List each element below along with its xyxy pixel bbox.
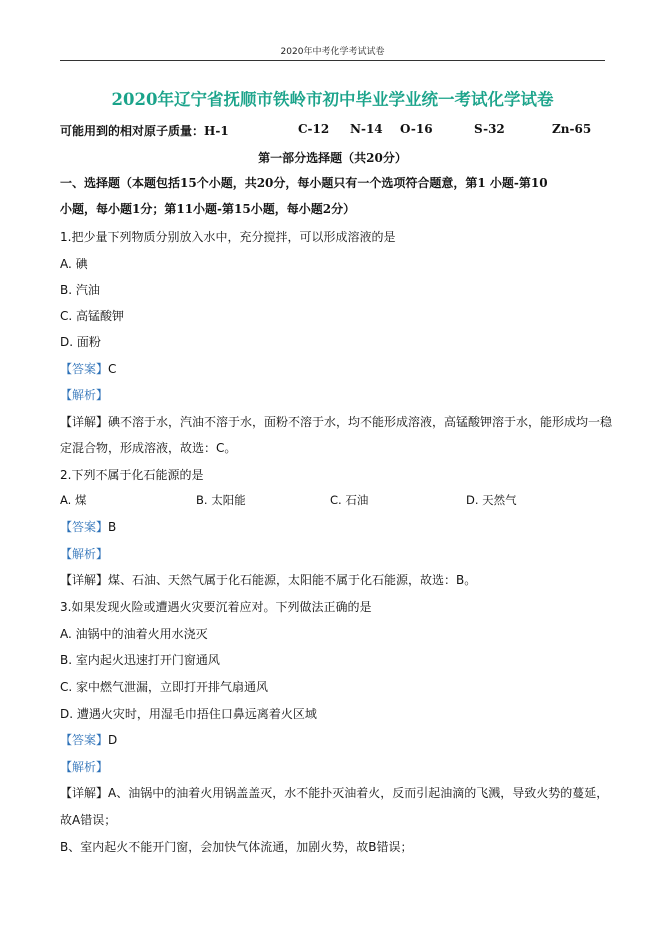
q3-detail-text1: A、油锅中的油着火用锅盖盖灭，水不能扑灭油着火，反而引起油滴的飞溅，导致火势的蔓延，	[108, 786, 609, 800]
q1-option-c: C. 高锰酸钾	[60, 309, 125, 323]
q3-option-a: A. 油锅中的油着火用水浇灭	[60, 627, 208, 641]
atomic-mass-n: N-14	[350, 122, 383, 136]
answer-tag: 【答案】	[60, 520, 109, 534]
section-intro-line1: 一、选择题（本题包括15个小题，共20分，每小题只有一个选项符合题意，第1 小题-第10	[60, 176, 548, 190]
q1-detail-text1: 碘不溶于水，汽油不溶于水，面粉不溶于水，均不能形成溶液，高锰酸钾溶于水，能形成均一稳	[108, 415, 613, 429]
q3-analysis	[60, 758, 108, 775]
q3-option-d: D. 遭遇火灾时，用湿毛巾捂住口鼻远离着火区域	[60, 707, 317, 721]
q3-detail-line2: 故A错误；	[60, 813, 117, 827]
q3-option-b: B. 室内起火迅速打开门窗通风	[60, 653, 220, 667]
q2-analysis	[60, 545, 108, 562]
q1-analysis	[60, 386, 108, 403]
atomic-mass-c: C-12	[298, 122, 330, 136]
header-rule	[60, 60, 605, 61]
q3-stem: 3.如果发现火险或遭遇火灾要沉着应对。下列做法正确的是	[60, 600, 372, 614]
q1-detail-line1	[60, 413, 612, 430]
q3-answer-value: D	[108, 733, 118, 747]
q1-option-d: D. 面粉	[60, 335, 101, 349]
q3-answer	[60, 731, 117, 748]
q3-option-c: C. 家中燃气泄漏，立即打开排气扇通风	[60, 680, 269, 694]
q1-option-b: B. 汽油	[60, 283, 100, 297]
atomic-mass-s: S-32	[474, 122, 505, 136]
analysis-tag: 【解析】	[60, 760, 109, 774]
q1-answer-value: C	[108, 362, 117, 376]
answer-tag: 【答案】	[60, 362, 109, 376]
q2-detail-text1: 煤、石油、天然气属于化石能源，太阳能不属于化石能源，故选：B。	[108, 573, 477, 587]
q2-option-b: B. 太阳能	[196, 493, 246, 507]
analysis-tag: 【解析】	[60, 388, 109, 402]
part-title: 第一部分选择题（共20分）	[258, 151, 407, 165]
analysis-tag: 【解析】	[60, 547, 109, 561]
q1-detail-line2: 定混合物，形成溶液，故选：C。	[60, 441, 237, 455]
q2-option-c: C. 石油	[330, 493, 369, 507]
atomic-mass-o: O-16	[400, 122, 433, 136]
q2-stem: 2.下列不属于化石能源的是	[60, 468, 204, 482]
q2-detail-line1	[60, 571, 476, 588]
q2-answer	[60, 518, 116, 535]
q2-option-a: A. 煤	[60, 493, 87, 507]
atomic-mass-label: 可能用到的相对原子质量：H-1	[60, 124, 229, 138]
exam-title: 2020年辽宁省抚顺市铁岭市初中毕业学业统一考试化学试卷	[111, 90, 554, 109]
q1-stem: 1.把少量下列物质分别放入水中，充分搅拌，可以形成溶液的是	[60, 230, 396, 244]
q1-option-a: A. 碘	[60, 257, 88, 271]
running-header: 2020年中考化学考试试卷	[280, 47, 385, 57]
q3-detail-line1	[60, 784, 608, 801]
q2-option-d: D. 天然气	[466, 493, 517, 507]
detail-tag: 【详解】	[60, 786, 109, 800]
detail-tag: 【详解】	[60, 573, 109, 587]
q2-answer-value: B	[108, 520, 117, 534]
atomic-mass-zn: Zn-65	[552, 122, 592, 136]
section-intro-line2: 小题，每小题1分；第11小题-第15小题，每小题2分）	[60, 202, 356, 216]
answer-tag: 【答案】	[60, 733, 109, 747]
q1-answer	[60, 360, 116, 377]
q3-detail-line3: B、室内起火不能开门窗，会加快气体流通，加剧火势，故B错误；	[60, 840, 413, 854]
detail-tag: 【详解】	[60, 415, 109, 429]
